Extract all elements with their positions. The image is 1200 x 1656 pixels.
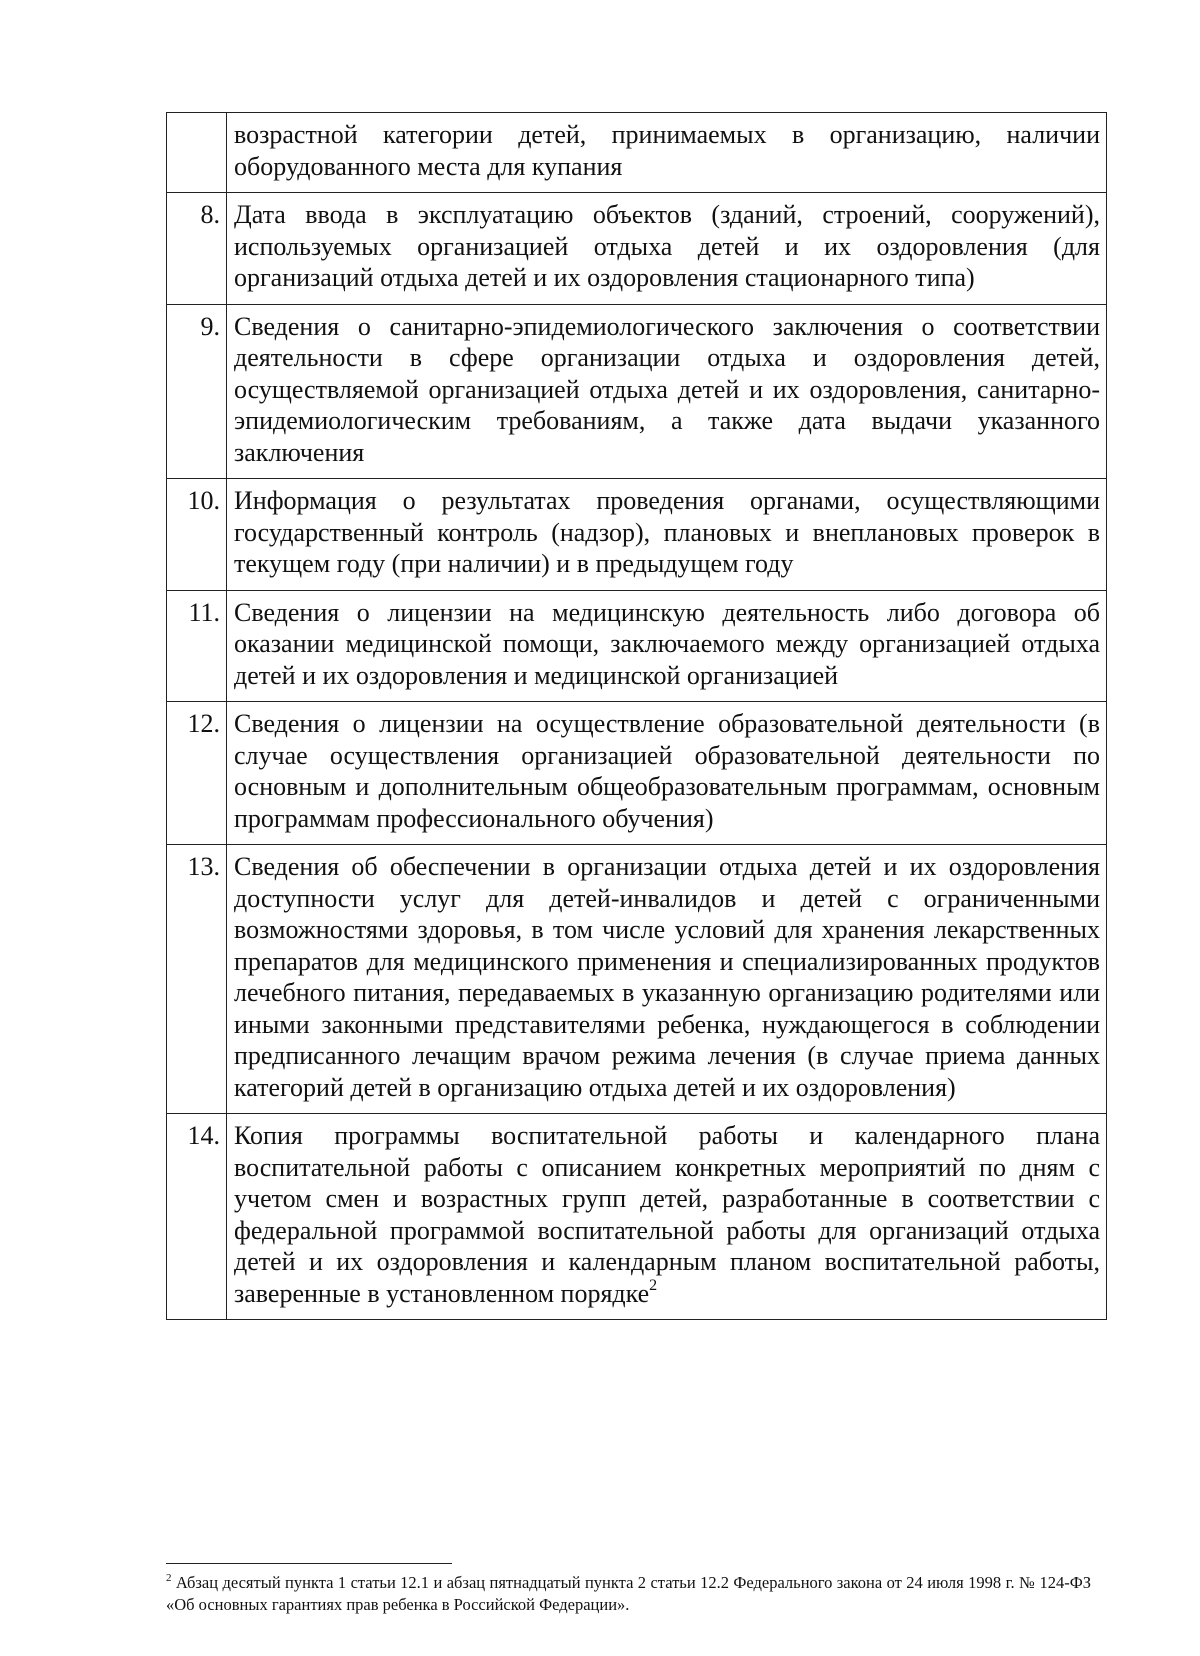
row-number — [167, 113, 227, 193]
row-number: 13. — [167, 845, 227, 1114]
table-row — [167, 590, 1107, 702]
footnote-text: Абзац десятый пункта 1 статьи 12.1 и абзац пятнадцатый пункта 2 статьи 12.2 Федерального закона от 24 июля 1998 г. № 124-ФЗ «Об основных гарантиях прав ребенка в Российской Федерации». — [166, 1573, 1092, 1614]
table-row — [167, 1114, 1107, 1320]
requirements-table — [166, 112, 1107, 1320]
row-number: 11. — [167, 590, 227, 702]
footnote-mark: 2 — [166, 1571, 172, 1584]
row-text — [227, 1114, 1107, 1320]
row-text: Сведения о лицензии на осуществление образовательной деятельности (в случае осуществления организацией образовательной деятельности по основным и дополнительным общеобразовательным программам, основным программам профессионального обучения) — [227, 702, 1107, 845]
table-row — [167, 113, 1107, 193]
row-number: 9. — [167, 304, 227, 479]
row-number: 10. — [167, 479, 227, 591]
row-text: возрастной категории детей, принимаемых в организацию, наличии оборудованного места для купания — [227, 113, 1107, 193]
table-row — [167, 479, 1107, 591]
row-text: Дата ввода в эксплуатацию объектов (зданий, строений, сооружений), используемых организацией отдыха детей и их оздоровления (для организаций отдыха детей и их оздоровления стационарного типа) — [227, 193, 1107, 305]
row-text: Сведения о лицензии на медицинскую деятельность либо договора об оказании медицинской помощи, заключаемого между организацией отдыха детей и их оздоровления и медицинской организацией — [227, 590, 1107, 702]
row-text-body: Копия программы воспитательной работы и календарного плана воспитательной работы с описанием конкретных мероприятий по дням с учетом смен и возрастных групп детей, разработанные в соответствии с федеральной программой воспитательной работы для организаций отдыха детей и их оздоровления и календарным планом воспитательной работы, заверенные в установленном порядке — [234, 1121, 1100, 1308]
row-number: 12. — [167, 702, 227, 845]
row-text: Информация о результатах проведения органами, осуществляющими государственный контроль (надзор), плановых и внеплановых проверок в текущем году (при наличии) и в предыдущем году — [227, 479, 1107, 591]
footnote-separator — [166, 1563, 452, 1564]
row-text: Сведения об обеспечении в организации отдыха детей и их оздоровления доступности услуг для детей-инвалидов и детей с ограниченными возможностями здоровья, в том числе условий для хранения лекарственных препаратов для медицинского применения и специализированных продуктов лечебного питания, передаваемых в указанную организацию родителями или иными законными представителями ребенка, нуждающегося в соблюдении предписанного лечащим врачом режима лечения (в случае приема данных категорий детей в организацию отдыха детей и их оздоровления) — [227, 845, 1107, 1114]
table-row — [167, 702, 1107, 845]
table-row — [167, 304, 1107, 479]
table-row — [167, 845, 1107, 1114]
table-row — [167, 193, 1107, 305]
row-number: 14. — [167, 1114, 227, 1320]
row-number: 8. — [167, 193, 227, 305]
row-text: Сведения о санитарно-эпидемиологического заключения о соответствии деятельности в сфере организации отдыха и оздоровления детей, осуществляемой организацией отдыха детей и их оздоровления, санитарно-эпидемиологическим требованиям, а также дата выдачи указанного заключения — [227, 304, 1107, 479]
footnote-reference[interactable]: 2 — [649, 1276, 658, 1294]
footnote — [166, 1572, 1091, 1616]
